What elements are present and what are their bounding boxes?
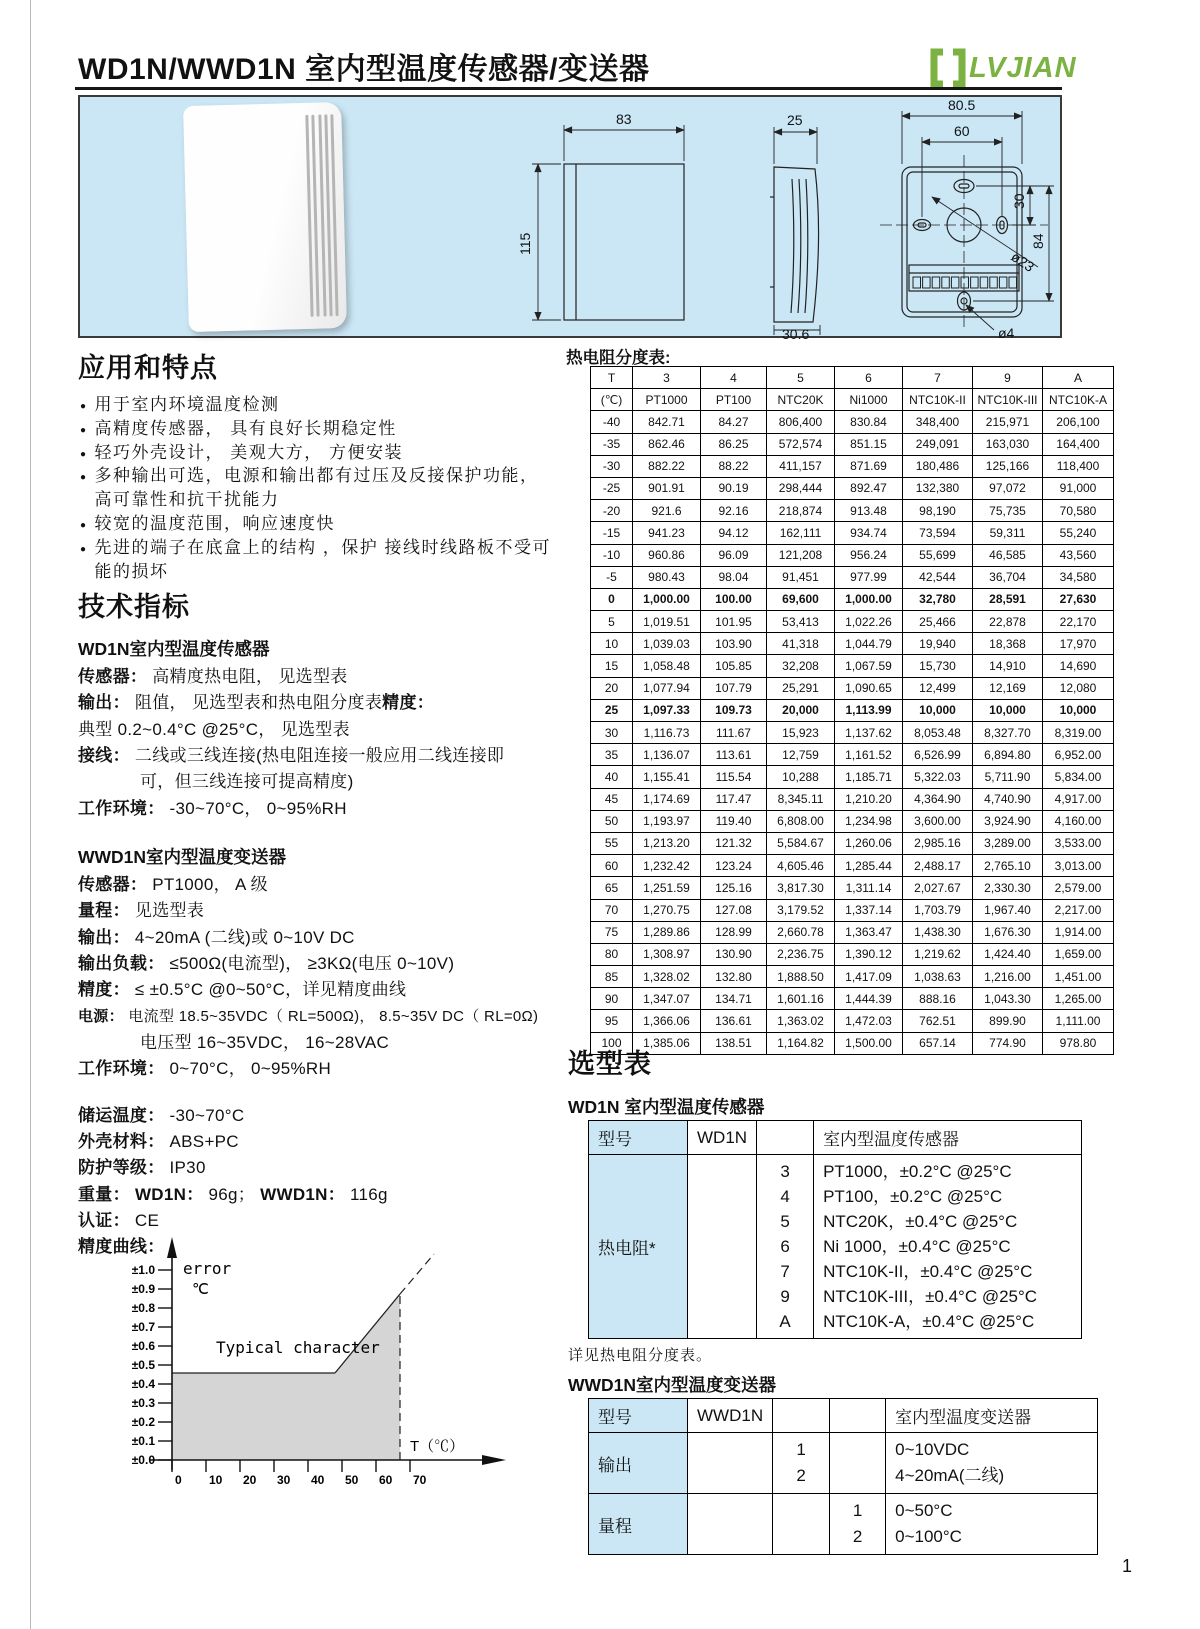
svg-text:40: 40 <box>311 1473 325 1487</box>
model-label-cell: 型号 <box>589 1121 688 1155</box>
header-row: T 3 4 5 6 7 9 A <box>591 367 1114 389</box>
spec-line: 外壳材料： ABS+PC <box>78 1132 239 1152</box>
dim-front-height: 115 <box>517 232 533 255</box>
bullet-icon: ● <box>80 472 88 484</box>
table-row: 40 1,155.41 115.54 10,288 1,185.71 5,322.03 5,711.90 5,834.00 <box>591 766 1114 788</box>
bullet-icon: ● <box>80 543 88 555</box>
table-row: 95 1,366.06 136.61 1,363.02 1,472.03 762.51 899.90 1,111.00 <box>591 1010 1114 1032</box>
spec-line: 传感器： 高精度热电阻， 见选型表 <box>78 667 348 686</box>
svg-text:±1.0: ±1.0 <box>131 1263 155 1277</box>
svg-text:20: 20 <box>243 1473 257 1487</box>
row-label-cell: 输出 <box>589 1433 688 1494</box>
table-row: -10 960.86 96.09 121,208 956.24 55,699 46,585 43,560 <box>591 544 1114 566</box>
spec-line: 输出： 阻值， 见选型表和热电阻分度表精度： <box>78 693 435 713</box>
row-label-cell: 量程 <box>589 1494 688 1555</box>
dimension-drawings <box>80 97 1064 340</box>
page-title: WD1N/WWD1N 室内型温度传感器/变送器 <box>78 53 650 86</box>
error-unit-label: ℃ <box>192 1280 209 1298</box>
accuracy-area-fill <box>172 1294 400 1460</box>
wwd1n-subtitle: WWD1N室内型温度变送器 <box>78 847 287 868</box>
resistance-table-caption: 热电阻分度表: <box>566 349 671 367</box>
svg-text:±0.0: ±0.0 <box>131 1453 155 1467</box>
table-row: 60 1,232.42 123.24 4,605.46 1,285.44 2,488.17 2,765.10 3,013.00 <box>591 855 1114 877</box>
table-row: 20 1,077.94 107.79 25,291 1,090.65 12,499 12,169 12,080 <box>591 677 1114 699</box>
spec-line: 可，但三线连接可提高精度) <box>140 772 354 792</box>
spec-line: 输出： 4~20mA (二线)或 0~10V DC <box>78 927 355 947</box>
table-row <box>589 1494 1098 1555</box>
brand-logo-text: LVJIAN <box>969 51 1077 84</box>
product-drawings-panel <box>78 95 1062 338</box>
wd1n-option-descs: PT1000，±0.2°C @25°C PT100，±0.2°C @25°C NTC20K，±0.4°C @25°C Ni 1000，±0.4°C @25°C NTC10K-II，±0.4°C @25°C NTC10K-III，±0.4°C @25°C NTC10K-A，±0.4°C @25°C <box>814 1155 1082 1339</box>
title-divider <box>75 87 1062 90</box>
svg-text:±0.6: ±0.6 <box>131 1339 155 1353</box>
table-row: 70 1,270.75 127.08 3,179.52 1,337.14 1,703.79 1,967.40 2,217.00 <box>591 899 1114 921</box>
dim-side-bottom: 30.6 <box>782 326 810 340</box>
bullet-icon: ● <box>80 519 88 531</box>
selection-heading: 选型表 <box>568 1049 652 1079</box>
table-row: -20 921.6 92.16 218,874 913.48 98,190 75,735 70,580 <box>591 500 1114 522</box>
side-view-drawing <box>770 167 819 322</box>
svg-text:50: 50 <box>345 1473 359 1487</box>
dim-bottom-hole: ø4 <box>998 325 1015 340</box>
table-row <box>589 1399 1098 1433</box>
brand-logo <box>930 48 1077 88</box>
spec-line: 电源： 电流型 18.5~35VDC（ RL=500Ω)， 8.5~35V DC（ RL=0Ω) <box>78 1007 539 1025</box>
svg-text:±0.9: ±0.9 <box>131 1282 155 1296</box>
table-row: 30 1,116.73 111.67 15,923 1,137.62 8,053.48 8,327.70 8,319.00 <box>591 722 1114 744</box>
dim-front-width: 83 <box>616 111 632 127</box>
dim-back-hole-height: 84 <box>1030 233 1046 249</box>
terminal-block <box>913 277 1017 288</box>
svg-text:±0.7: ±0.7 <box>131 1320 155 1334</box>
feature-item: ● 高精度传感器， 具有良好长期稳定性 <box>78 417 552 441</box>
table-row <box>589 1433 1098 1494</box>
dim-back-hole-span: 60 <box>954 123 970 139</box>
svg-text:±0.1: ±0.1 <box>131 1434 155 1448</box>
selection-note: 详见热电阻分度表。 <box>568 1347 713 1364</box>
page-number: 1 <box>1122 1556 1133 1576</box>
table-row: 90 1,347.07 134.71 1,601.16 1,444.39 888.16 1,043.30 1,265.00 <box>591 988 1114 1010</box>
spec-line: 量程： 见选型表 <box>78 901 205 921</box>
model-label-cell: 型号 <box>589 1399 688 1433</box>
table-row: 100 1,385.06 138.51 1,164.82 1,500.00 657.14 774.90 978.80 <box>591 1032 1114 1054</box>
code-header-cell <box>757 1121 814 1155</box>
desc-header-cell: 室内型温度变送器 <box>886 1399 1098 1433</box>
table-row: 75 1,289.86 128.99 2,660.78 1,363.47 1,438.30 1,676.30 1,914.00 <box>591 921 1114 943</box>
row-label-cell: 热电阻* <box>589 1155 688 1339</box>
svg-text:30: 30 <box>277 1473 291 1487</box>
svg-text:±0.2: ±0.2 <box>131 1415 155 1429</box>
spec-line: 典型 0.2~0.4°C @25°C， 见选型表 <box>78 719 350 739</box>
table-row: -15 941.23 94.12 162,111 934.74 73,594 59,311 55,240 <box>591 522 1114 544</box>
spec-line: 认证： CE <box>78 1211 160 1231</box>
page-edge-line <box>30 0 31 1629</box>
features-heading: 应用和特点 <box>78 353 218 383</box>
table-row: -5 980.43 98.04 91,451 977.99 42,544 36,704 34,580 <box>591 566 1114 588</box>
y-axis-ticks <box>132 1263 172 1467</box>
table-row: 55 1,213.20 121.32 5,584.67 1,260.06 2,985.16 3,289.00 3,533.00 <box>591 832 1114 854</box>
svg-text:10: 10 <box>209 1473 223 1487</box>
dim-back-width: 80.5 <box>948 97 976 113</box>
table-row: -35 862.46 86.25 572,574 851.15 249,091 163,030 164,400 <box>591 433 1114 455</box>
wd1n-subtitle: WD1N室内型温度传感器 <box>78 639 270 659</box>
svg-text:0: 0 <box>175 1473 182 1487</box>
spec-line: 精度： ≤ ±0.5°C @0~50°C，详见精度曲线 <box>78 980 407 1000</box>
wd1n-selection-table <box>588 1120 1082 1339</box>
table-row: 0 1,000.00 100.00 69,600 1,000.00 32,780 28,591 27,630 <box>591 588 1114 610</box>
spec-line: 工作环境： 0~70°C， 0~95%RH <box>78 1059 332 1079</box>
table-row: 25 1,097.33 109.73 20,000 1,113.99 10,000 10,000 10,000 <box>591 699 1114 721</box>
dim-center-hole: ø23 <box>1008 248 1038 275</box>
output-option-codes: 1 2 <box>773 1433 830 1494</box>
back-view-drawing <box>902 167 1022 317</box>
specs-heading: 技术指标 <box>78 592 190 622</box>
spec-line: 传感器： PT1000， A 级 <box>78 875 268 895</box>
features-list <box>78 393 552 583</box>
x-axis-label: T（℃） <box>410 1438 465 1455</box>
svg-text:±0.5: ±0.5 <box>131 1358 155 1372</box>
feature-item: ● 用于室内环境温度检测 <box>78 393 552 417</box>
table-row: 85 1,328.02 132.80 1,888.50 1,417.09 1,038.63 1,216.00 1,451.00 <box>591 966 1114 988</box>
table-row <box>589 1121 1082 1155</box>
table-row: 10 1,039.03 103.90 41,318 1,044.79 19,940 18,368 17,970 <box>591 633 1114 655</box>
table-row: 50 1,193.97 119.40 6,808.00 1,234.98 3,600.00 3,924.90 4,160.00 <box>591 810 1114 832</box>
feature-item: ● 先进的端子在底盒上的结构 ，保护 接线时线路板不受可能的损坏 <box>78 536 552 584</box>
table-row: 80 1,308.97 130.90 2,236.75 1,390.12 1,219.62 1,424.40 1,659.00 <box>591 943 1114 965</box>
feature-item: ● 轻巧外壳设计， 美观大方， 方便安装 <box>78 441 552 465</box>
feature-item: ● 较宽的温度范围，响应速度快 <box>78 512 552 536</box>
svg-text:±0.4: ±0.4 <box>131 1377 155 1391</box>
error-label: error <box>183 1259 232 1278</box>
spec-line: 输出负载： ≤500Ω(电流型)， ≥3KΩ(电压 0~10V) <box>78 954 455 974</box>
x-axis-arrow <box>482 1455 506 1465</box>
wd1n-selection-subtitle: WD1N 室内型温度传感器 <box>568 1097 765 1117</box>
svg-text:±0.8: ±0.8 <box>131 1301 155 1315</box>
front-view-drawing <box>564 164 684 320</box>
table-row: -25 901.91 90.19 298,444 892.47 132,380 97,072 91,000 <box>591 477 1114 499</box>
wd1n-option-codes: 3 4 5 6 7 9 A <box>757 1155 814 1339</box>
features-section <box>78 346 552 583</box>
spec-line: 储运温度： -30~70°C <box>78 1105 245 1125</box>
bullet-icon: ● <box>80 424 88 436</box>
specs-section <box>78 585 558 1261</box>
resistance-table <box>590 366 1114 1055</box>
wwd1n-selection-subtitle: WWD1N室内型温度变送器 <box>568 1375 777 1395</box>
table-row: -40 842.71 84.27 806,400 830.84 348,400 215,971 206,100 <box>591 411 1114 433</box>
bullet-icon: ● <box>80 448 88 460</box>
model-value-cell: WD1N <box>688 1121 757 1155</box>
spec-line: 接线： 二线或三线连接(热电阻连接一般应用二线连接即 <box>78 746 505 766</box>
output-option-descs: 0~10VDC 4~20mA(二线) <box>886 1433 1098 1494</box>
chart-annotation: Typical character <box>216 1338 380 1357</box>
table-row: 5 1,019.51 101.95 53,413 1,022.26 25,466 22,878 22,170 <box>591 611 1114 633</box>
dim-back-offset: 30 <box>1011 193 1027 209</box>
wwd1n-spec-lines <box>78 872 558 1083</box>
wwd1n-selection-table <box>588 1398 1098 1555</box>
svg-text:±0.3: ±0.3 <box>131 1396 155 1410</box>
x-axis-ticks <box>172 1460 427 1487</box>
dim-side-width: 25 <box>787 112 803 128</box>
svg-text:70: 70 <box>413 1473 427 1487</box>
range-option-descs: 0~50°C 0~100°C <box>886 1494 1098 1555</box>
svg-text:60: 60 <box>379 1473 393 1487</box>
table-row: 35 1,136.07 113.61 12,759 1,161.52 6,526.99 6,894.80 6,952.00 <box>591 744 1114 766</box>
spec-line: 防护等级： IP30 <box>78 1158 206 1178</box>
range-option-codes: 1 2 <box>830 1494 886 1555</box>
spec-line: 电压型 16~35VDC， 16~28VAC <box>140 1033 390 1053</box>
table-row: -30 882.22 88.22 411,157 871.69 180,486 125,166 118,400 <box>591 455 1114 477</box>
spec-line: 精度曲线： <box>78 1237 165 1257</box>
table-row: 65 1,251.59 125.16 3,817.30 1,311.14 2,027.67 2,330.30 2,579.00 <box>591 877 1114 899</box>
spec-line: 重量： WD1N： 96g； WWD1N： 116g <box>78 1184 388 1204</box>
model-value-cell: WWD1N <box>688 1399 773 1433</box>
wd1n-spec-lines <box>78 664 558 822</box>
accuracy-chart-wrap <box>82 1232 512 1495</box>
table-row <box>589 1155 1082 1339</box>
feature-item: ● 多种输出可选，电源和输出都有过压及反接保护功能， 高可靠性和抗干扰能力 <box>78 464 552 512</box>
header-row: (℃) PT1000 PT100 NTC20K Ni1000 NTC10K-II NTC10K-III NTC10K-A <box>591 389 1114 411</box>
bullet-icon: ● <box>80 401 88 412</box>
desc-header-cell: 室内型温度传感器 <box>814 1121 1082 1155</box>
table-row: 15 1,058.48 105.85 32,208 1,067.59 15,730 14,910 14,690 <box>591 655 1114 677</box>
lvjian-logo-icon <box>930 48 966 88</box>
y-axis-arrow <box>167 1237 177 1258</box>
table-row: 45 1,174.69 117.47 8,345.11 1,210.20 4,364.90 4,740.90 4,917.00 <box>591 788 1114 810</box>
accuracy-chart <box>82 1232 512 1490</box>
spec-line: 工作环境： -30~70°C， 0~95%RH <box>78 798 347 818</box>
